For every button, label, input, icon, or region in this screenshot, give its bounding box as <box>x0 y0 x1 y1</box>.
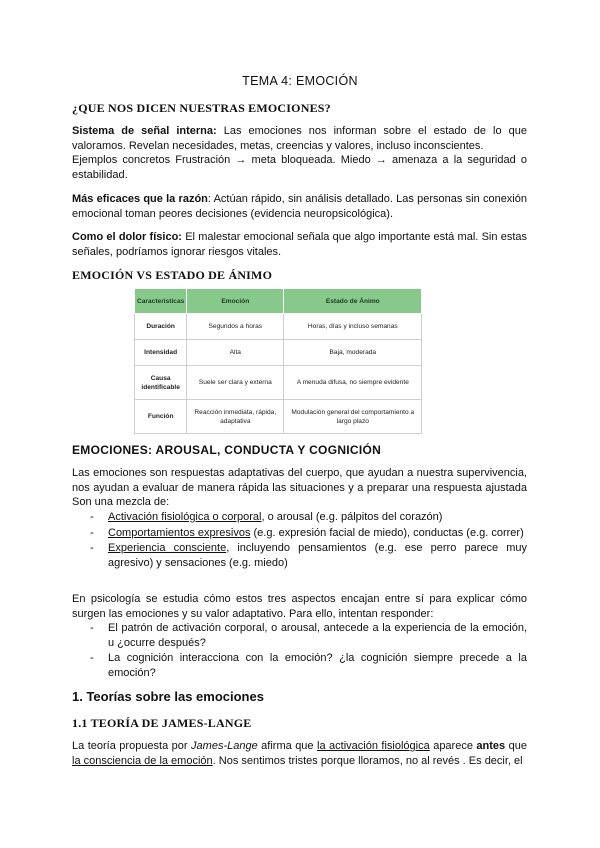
list-item <box>90 651 527 680</box>
list-term: Experiencia consciente <box>108 542 227 555</box>
table-cell: Duración <box>135 314 187 340</box>
list-item <box>90 541 527 570</box>
table-row <box>135 340 422 366</box>
paragraph-physical-pain <box>72 230 527 259</box>
paragraph-text: El malestar emocional señala que algo importante está mal. Sin estas señales, podríamos ignorar riesgos vitales. <box>72 231 527 258</box>
table-cell: Suele ser clara y externa <box>187 366 284 400</box>
table-row <box>135 400 422 434</box>
list-dash: - <box>90 511 94 523</box>
list-text: , o arousal (e.g. pálpitos del corazón) <box>261 511 443 523</box>
table-cell: Modulación general del comportamiento a largo plazo <box>284 400 422 434</box>
author-name: James-Lange <box>191 740 258 752</box>
questions-list <box>90 621 527 681</box>
table-cell: Reacción inmediata, rápida, adaptativa <box>187 400 284 434</box>
table-header-row <box>135 289 422 314</box>
text-segment: La teoría propuesta por <box>72 740 192 752</box>
subsection-heading-james-lange: 1.1 TEORÍA DE JAMES-LANGE <box>72 716 252 730</box>
text-segment: afirma que <box>257 740 318 752</box>
table-row <box>135 366 422 400</box>
paragraph-emotions-adaptive: Las emociones son respuestas adaptativas del cuerpo, que ayudan a nuestra supervivencia, nos ayudan a evaluar de manera rápida las situaciones y a preparar una respuesta ajustada Son una mezcla de: <box>72 467 527 509</box>
paragraph-text: Las emociones nos informan sobre el estado de lo que valoramos. Revelan necesidades, metas, creencias y valores, incluso inconscientes. <box>72 125 527 152</box>
paragraph-psychology-studies: En psicología se estudia cómo estos tres aspectos encajan entre sí para explicar cómo surgen las emociones y su valor adaptativo. Para ello, intentan responder: <box>72 593 527 620</box>
table-cell: Segundos a horas <box>187 314 284 340</box>
comparison-table-wrapper <box>134 288 422 434</box>
section-heading-emotion-vs-mood: EMOCIÓN VS ESTADO DE ÁNIMO <box>72 268 273 282</box>
underlined-term: la activación fisiológica <box>317 740 430 752</box>
list-term: Activación fisiológica o corporal <box>108 511 262 523</box>
section-heading-arousal: EMOCIONES: AROUSAL, CONDUCTA Y COGNICIÓN <box>72 443 382 457</box>
text-segment: que <box>505 740 527 752</box>
table-cell: Baja, moderada <box>284 340 422 366</box>
bold-term: antes <box>476 740 506 752</box>
paragraph-more-effective <box>72 192 527 221</box>
list-item <box>90 621 527 650</box>
text-segment: aparece <box>429 740 477 752</box>
paragraph-text: : Actúan rápido, sin análisis detallado. Las personas sin conexión emocional toman peores decisiones (evidencia neuropsicológica). <box>72 193 527 220</box>
table-header-cell: Estado de Ánimo <box>284 289 422 314</box>
underlined-term: la consciencia de la emoción <box>72 754 213 767</box>
list-dash: - <box>90 526 94 539</box>
table-cell: Intensidad <box>135 340 187 366</box>
paragraph-label: Como el dolor físico: <box>72 231 182 243</box>
comparison-table <box>134 288 422 434</box>
paragraph-text-examples: Ejemplos concretos Frustración → meta bloqueada. Miedo → amenaza a la seguridad o estabilidad. <box>72 154 527 181</box>
list-text: La cognición interacciona con la emoción? ¿la cognición siempre precede a la emoción? <box>108 652 527 679</box>
table-cell: Horas, días y incluso semanas <box>284 314 422 340</box>
section-heading-emotions-tell: ¿QUE NOS DICEN NUESTRAS EMOCIONES? <box>72 101 331 115</box>
list-text: , incluyendo pensamientos (e.g. ese perro parece muy agresivo) y sensaciones (e.g. miedo) <box>108 542 527 569</box>
list-item <box>90 510 527 525</box>
list-item <box>90 526 527 541</box>
text-segment: . Nos sentimos tristes porque lloramos, no al revés . Es decir, el <box>212 754 523 767</box>
table-cell: Alta <box>187 340 284 366</box>
table-row <box>135 314 422 340</box>
section-heading-theories: 1. Teorías sobre las emociones <box>72 689 264 704</box>
page-title: TEMA 4: EMOCIÓN <box>242 74 358 88</box>
table-header-cell: Caracteristicas <box>135 289 187 314</box>
list-dash: - <box>90 622 94 634</box>
table-cell: Función <box>135 400 187 434</box>
list-text: El patrón de activación corporal, o arousal, antecede a la experiencia de la emoción, u ¿ocurre después? <box>108 622 527 649</box>
paragraph-internal-signal <box>72 124 527 182</box>
list-term: Comportamientos expresivos <box>108 526 251 539</box>
list-dash: - <box>90 542 94 555</box>
table-cell: A menuda difusa, no siempre evidente <box>284 366 422 400</box>
paragraph-label: Sistema de señal interna: <box>72 125 217 137</box>
table-cell: Causa identificable <box>135 366 187 400</box>
list-dash: - <box>90 652 94 665</box>
table-header-cell: Emoción <box>187 289 284 314</box>
components-list <box>90 510 527 571</box>
paragraph-label: Más eficaces que la razón <box>72 193 208 205</box>
paragraph-james-lange <box>72 739 527 768</box>
list-text: (e.g. expresión facial de miedo), conductas (e.g. correr) <box>250 526 524 539</box>
